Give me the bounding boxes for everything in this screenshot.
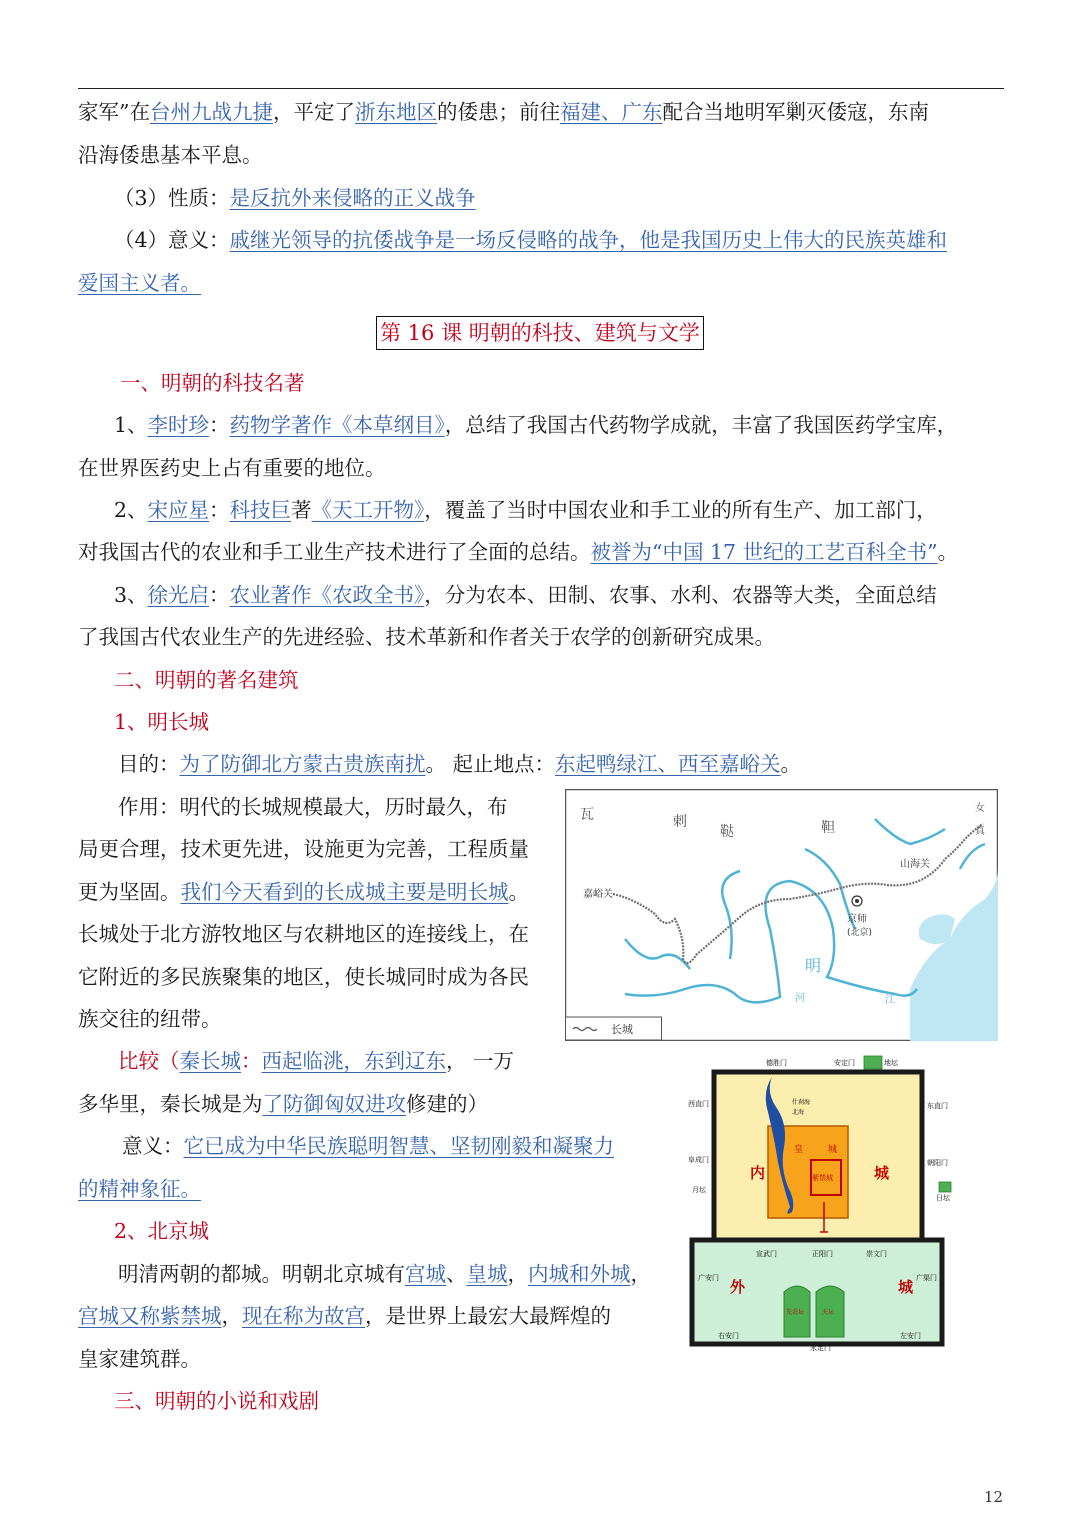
altar-label: 地坛 xyxy=(884,1059,898,1067)
key-point: 西起临洮，东到辽东 xyxy=(261,1049,446,1073)
key-point: 徐光启 xyxy=(147,583,210,607)
key-point: 《天工开物》 xyxy=(311,498,425,522)
district-label: 城 xyxy=(828,1145,838,1155)
map-label: 河 xyxy=(795,993,805,1004)
key-point: 被誉为“中国 17 世纪的工艺百科全书” xyxy=(590,540,938,564)
key-point: 《农政全书》 xyxy=(311,583,425,607)
section-heading: 三、明朝的小说和戏剧 xyxy=(114,1389,319,1413)
subsection-heading: 2、北京城 xyxy=(114,1219,210,1243)
gate-label: 崇文门 xyxy=(866,1250,887,1258)
district-label: 紫禁城 xyxy=(812,1174,833,1182)
key-point: 宫城 xyxy=(405,1262,446,1286)
paragraph xyxy=(78,262,1006,304)
map-label: 靼 xyxy=(821,820,835,836)
altar-label: 先农坛 xyxy=(786,1309,805,1316)
paragraph: 族交往的纽带。 xyxy=(78,1007,222,1031)
gate-label: 正阳门 xyxy=(812,1250,833,1258)
lesson-title: 第 16 课 明朝的科技、建筑与文学 xyxy=(376,316,704,350)
paragraph: 多华里，秦长城是为了防御匈奴进攻修建的） xyxy=(78,1092,488,1116)
altar-label: 天坛 xyxy=(822,1309,835,1316)
map-label: 明 xyxy=(805,956,822,975)
lake-label: 什刹海 xyxy=(792,1099,811,1106)
paragraph: 2、宋应星：科技巨著《天工开物》，覆盖了当时中国农业和手工业的所有生产、加工部门， xyxy=(114,498,937,522)
gate-label: 朝阳门 xyxy=(927,1159,948,1167)
key-point: 的精神象征。 xyxy=(78,1177,201,1201)
paragraph: 局更合理，技术更先进，设施更为完善，工程质量 xyxy=(78,837,529,861)
map-label: 剌 xyxy=(673,814,687,830)
subsection-heading: 1、明长城 xyxy=(114,710,210,734)
paragraph: 对我国古代的农业和手工业生产技术进行了全面的总结。被誉为“中国 17 世纪的工艺百科全书”。 xyxy=(78,540,959,564)
ritan-marker xyxy=(939,1182,951,1192)
gate-label: 广渠门 xyxy=(916,1274,937,1282)
map-label: 嘉峪关 xyxy=(583,889,613,900)
key-point: 宋应星 xyxy=(147,498,210,522)
paragraph: 家军”在台州九战九捷，平定了浙东地区的倭患；前往福建、广东配合当地明军剿灭倭寇，东南 xyxy=(78,100,929,124)
map-label: 江 xyxy=(885,995,895,1006)
key-point: 科技巨 xyxy=(229,498,292,522)
key-point: 了防御匈奴进攻 xyxy=(262,1092,406,1116)
key-point: 《本草纲目》 xyxy=(332,413,445,437)
key-point: 农业著作 xyxy=(229,583,312,607)
paragraph: 沿海倭患基本平息。 xyxy=(78,143,263,167)
key-point: 现在称为故宫 xyxy=(242,1304,365,1328)
key-point: 东起鸭绿江、西至嘉峪关 xyxy=(555,752,781,776)
gate-label: 东直门 xyxy=(927,1102,948,1110)
gate-label: 广安门 xyxy=(698,1274,719,1282)
paragraph: 1、李时珍：药物学著作《本草纲目》，总结了我国古代药物学成就，丰富了我国医药学宝库， xyxy=(114,413,958,437)
key-point: 皇城 xyxy=(466,1262,508,1286)
key-point: 李时珍 xyxy=(147,413,210,437)
map-label: 瓦 xyxy=(580,807,594,823)
altar-label: 月坛 xyxy=(692,1186,706,1194)
gate-label: 西直门 xyxy=(688,1100,709,1108)
gate-label: 右安门 xyxy=(718,1332,739,1340)
key-point: 为了防御北方蒙古贵族南扰 xyxy=(179,752,426,776)
district-label: 外 xyxy=(730,1278,746,1296)
paragraph: 意义：它已成为中华民族聪明智慧、坚韧刚毅和凝聚力 xyxy=(122,1134,614,1158)
gate-label: 阜成门 xyxy=(688,1156,709,1164)
map-label: 女 xyxy=(975,803,985,814)
key-point: 福建、广东 xyxy=(559,100,663,124)
paragraph: 在世界医药史上占有重要的地位。 xyxy=(78,456,386,480)
paragraph: 皇家建筑群。 xyxy=(78,1347,201,1371)
great-wall-map xyxy=(565,789,998,1041)
paragraph: 更为坚固。我们今天看到的长成城主要是明长城。 xyxy=(78,880,529,904)
gate-label: 安定门 xyxy=(834,1059,855,1067)
beijing-city-map xyxy=(684,1052,954,1352)
ditan-marker xyxy=(864,1056,882,1069)
gate-label: 左安门 xyxy=(900,1332,921,1340)
key-point: 戚继光领导的抗倭战争是一场反侵略的战争，他是我国历史上伟大的民族英雄和 xyxy=(229,228,948,252)
paragraph: （3）性质：是反抗外来侵略的正义战争 xyxy=(114,186,476,210)
section-heading: 二、明朝的著名建筑 xyxy=(114,668,299,692)
gate-label: 德胜门 xyxy=(766,1059,787,1067)
gate-label: 宣武门 xyxy=(756,1250,777,1258)
map-label: 京师 xyxy=(847,914,867,925)
gate-label: 永定门 xyxy=(810,1344,831,1352)
paragraph: 作用：明代的长城规模最大，历时最久，布 xyxy=(118,795,508,819)
paragraph: 长城处于北方游牧地区与农耕地区的连接线上，在 xyxy=(78,922,529,946)
altar-label: 日坛 xyxy=(936,1194,950,1202)
paragraph: （4）意义：戚继光领导的抗倭战争是一场反侵略的战争，他是我国历史上伟大的民族英雄和 xyxy=(114,228,948,252)
district-label: 内 xyxy=(750,1164,766,1182)
key-point: 台州九战九捷 xyxy=(149,100,273,124)
key-point: 内城和外城 xyxy=(528,1262,631,1286)
legend-label: 长城 xyxy=(611,1023,633,1036)
key-point: 浙东地区 xyxy=(354,100,437,124)
key-point: 是反抗外来侵略的正义战争 xyxy=(229,186,476,210)
map-label: 山海关 xyxy=(900,859,930,870)
lake-label: 北海 xyxy=(792,1109,805,1116)
key-point: 爱国主义者。 xyxy=(78,271,201,295)
section-heading: 一、明朝的科技名著 xyxy=(120,371,305,395)
map-label: 鞑 xyxy=(720,824,734,840)
paragraph: 宫城又称紫禁城，现在称为故宫，是世界上最宏大最辉煌的 xyxy=(78,1304,611,1328)
district-label: 城 xyxy=(874,1164,890,1182)
paragraph: 了我国古代农业生产的先进经验、技术革新和作者关于农学的创新研究成果。 xyxy=(78,625,775,649)
paragraph: 明清两朝的都城。明朝北京城有宫城、皇城，内城和外城， xyxy=(118,1262,651,1286)
key-point: 药物学著作 xyxy=(229,413,333,437)
header-rule xyxy=(78,88,1004,89)
district-label: 城 xyxy=(898,1278,914,1296)
key-point: 我们今天看到的长成城主要是明长城 xyxy=(180,880,509,904)
district-label: 皇 xyxy=(794,1145,804,1155)
capital-marker-dot xyxy=(855,899,859,903)
key-point: 秦长城 xyxy=(179,1049,241,1073)
map-label: 真 xyxy=(975,826,985,837)
key-point: 它已成为中华民族聪明智慧、坚韧刚毅和凝聚力 xyxy=(183,1134,614,1158)
paragraph: 比较（秦长城：西起临洮，东到辽东， 一万 xyxy=(118,1049,515,1073)
paragraph: 它附近的多民族聚集的地区，使长城同时成为各民 xyxy=(78,965,529,989)
paragraph: 目的：为了防御北方蒙古贵族南扰。 起止地点：东起鸭绿江、西至嘉峪关。 xyxy=(118,752,802,776)
page-number: 12 xyxy=(984,1488,1004,1506)
paragraph: 3、徐光启：农业著作《农政全书》，分为农本、田制、农事、水利、农器等大类，全面总结 xyxy=(114,583,937,607)
key-point: 宫城又称紫禁城 xyxy=(78,1304,222,1328)
map-label: (北京) xyxy=(847,928,873,938)
